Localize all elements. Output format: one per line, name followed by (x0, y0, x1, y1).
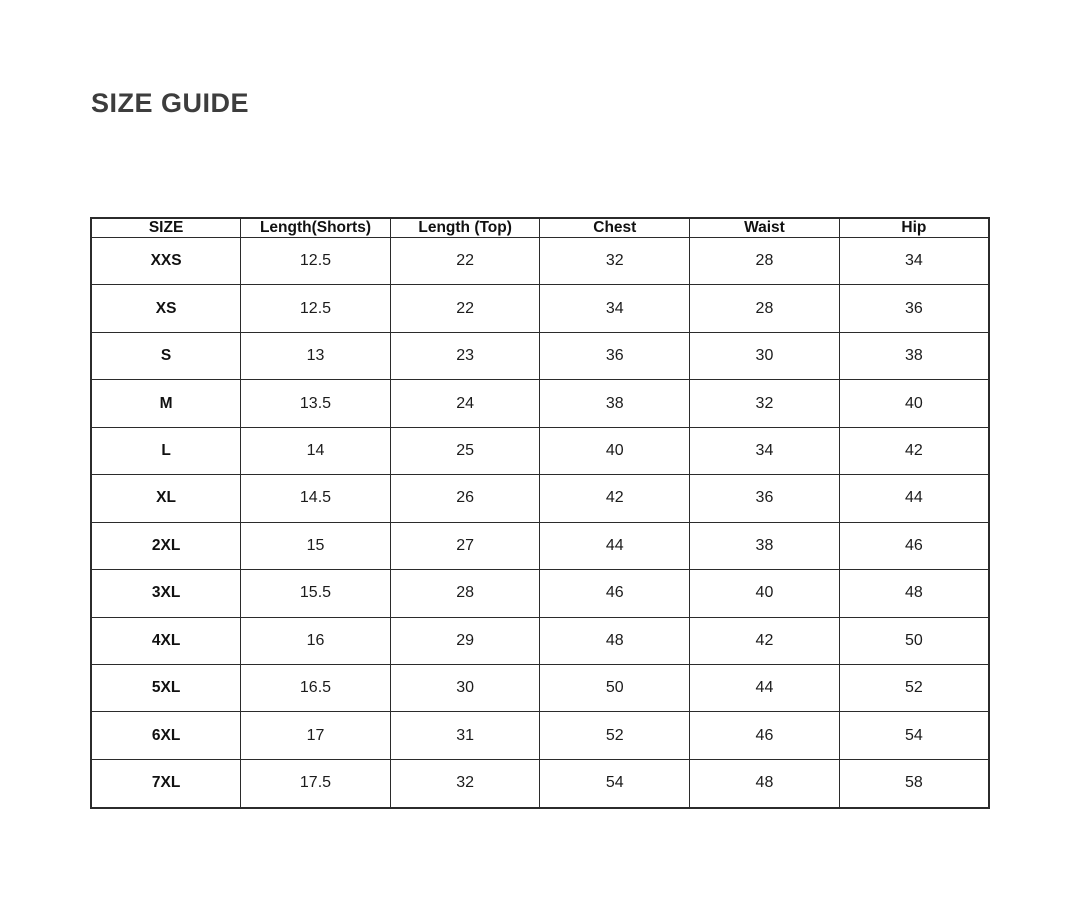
value-cell: 42 (690, 617, 840, 664)
value-cell: 15 (241, 522, 391, 569)
column-header-chest: Chest (540, 218, 690, 238)
value-cell: 54 (839, 712, 989, 759)
value-cell: 48 (690, 759, 840, 808)
table-row (91, 522, 989, 569)
value-cell: 32 (540, 238, 690, 285)
size-cell: 2XL (91, 522, 241, 569)
value-cell: 42 (540, 475, 690, 522)
table-row (91, 664, 989, 711)
value-cell: 44 (690, 664, 840, 711)
value-cell: 17.5 (241, 759, 391, 808)
column-header-waist: Waist (690, 218, 840, 238)
value-cell: 34 (839, 238, 989, 285)
value-cell: 22 (390, 238, 540, 285)
value-cell: 31 (390, 712, 540, 759)
column-header-hip: Hip (839, 218, 989, 238)
value-cell: 15.5 (241, 570, 391, 617)
table-row (91, 380, 989, 427)
value-cell: 27 (390, 522, 540, 569)
table-row (91, 427, 989, 474)
value-cell: 52 (839, 664, 989, 711)
value-cell: 42 (839, 427, 989, 474)
value-cell: 36 (690, 475, 840, 522)
table-row (91, 759, 989, 808)
value-cell: 26 (390, 475, 540, 522)
value-cell: 38 (540, 380, 690, 427)
value-cell: 12.5 (241, 238, 391, 285)
size-cell: M (91, 380, 241, 427)
value-cell: 34 (540, 285, 690, 332)
value-cell: 14 (241, 427, 391, 474)
value-cell: 48 (540, 617, 690, 664)
table-row (91, 285, 989, 332)
value-cell: 28 (390, 570, 540, 617)
value-cell: 46 (690, 712, 840, 759)
value-cell: 54 (540, 759, 690, 808)
size-cell: XL (91, 475, 241, 522)
column-header-length-top: Length (Top) (390, 218, 540, 238)
value-cell: 46 (540, 570, 690, 617)
size-table (90, 217, 990, 809)
value-cell: 38 (690, 522, 840, 569)
column-header-length-shorts: Length(Shorts) (241, 218, 391, 238)
table-row (91, 332, 989, 379)
page-title: SIZE GUIDE (91, 88, 250, 118)
value-cell: 29 (390, 617, 540, 664)
value-cell: 30 (690, 332, 840, 379)
table-row (91, 617, 989, 664)
value-cell: 40 (540, 427, 690, 474)
size-table-body (91, 238, 989, 809)
value-cell: 36 (540, 332, 690, 379)
header-row (91, 218, 989, 238)
value-cell: 17 (241, 712, 391, 759)
value-cell: 13 (241, 332, 391, 379)
value-cell: 58 (839, 759, 989, 808)
value-cell: 30 (390, 664, 540, 711)
value-cell: 32 (690, 380, 840, 427)
value-cell: 28 (690, 238, 840, 285)
size-cell: L (91, 427, 241, 474)
size-table-header (91, 218, 989, 238)
value-cell: 23 (390, 332, 540, 379)
table-row (91, 570, 989, 617)
value-cell: 13.5 (241, 380, 391, 427)
table-row (91, 712, 989, 759)
size-cell: S (91, 332, 241, 379)
value-cell: 52 (540, 712, 690, 759)
value-cell: 50 (540, 664, 690, 711)
table-row (91, 238, 989, 285)
size-cell: 7XL (91, 759, 241, 808)
value-cell: 40 (690, 570, 840, 617)
value-cell: 22 (390, 285, 540, 332)
value-cell: 40 (839, 380, 989, 427)
value-cell: 36 (839, 285, 989, 332)
value-cell: 24 (390, 380, 540, 427)
value-cell: 12.5 (241, 285, 391, 332)
value-cell: 16.5 (241, 664, 391, 711)
value-cell: 16 (241, 617, 391, 664)
size-cell: 4XL (91, 617, 241, 664)
column-header-size: SIZE (91, 218, 241, 238)
value-cell: 44 (839, 475, 989, 522)
value-cell: 48 (839, 570, 989, 617)
value-cell: 46 (839, 522, 989, 569)
value-cell: 44 (540, 522, 690, 569)
value-cell: 14.5 (241, 475, 391, 522)
size-cell: 6XL (91, 712, 241, 759)
value-cell: 32 (390, 759, 540, 808)
value-cell: 34 (690, 427, 840, 474)
value-cell: 25 (390, 427, 540, 474)
size-cell: 3XL (91, 570, 241, 617)
table-row (91, 475, 989, 522)
size-cell: XXS (91, 238, 241, 285)
size-cell: XS (91, 285, 241, 332)
size-cell: 5XL (91, 664, 241, 711)
value-cell: 50 (839, 617, 989, 664)
value-cell: 28 (690, 285, 840, 332)
value-cell: 38 (839, 332, 989, 379)
